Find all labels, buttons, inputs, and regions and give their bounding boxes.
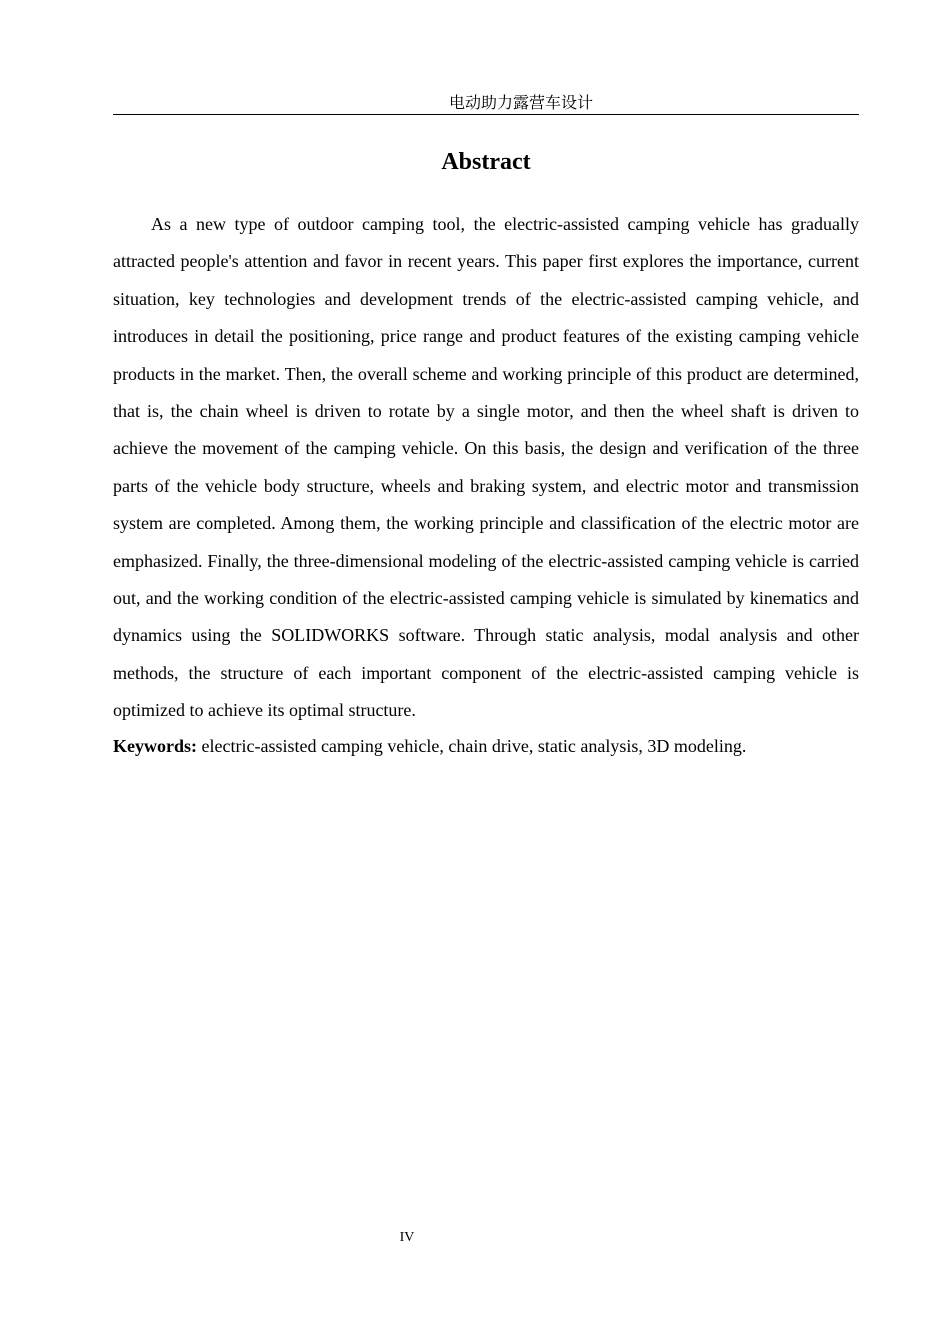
keywords-label: Keywords: bbox=[113, 736, 197, 756]
page-header bbox=[113, 90, 859, 115]
keywords-text: electric-assisted camping vehicle, chain drive, static analysis, 3D modeling. bbox=[197, 736, 747, 756]
header-title: 电动助力露营车设计 bbox=[448, 93, 593, 112]
keywords-line bbox=[113, 729, 859, 763]
section-title-text: Abstract bbox=[441, 149, 531, 175]
section-title bbox=[113, 144, 859, 180]
abstract-paragraph: As a new type of outdoor camping tool, the electric-assisted camping vehicle has gradually attracted people's attention and favor in recent years. This paper first explores the importance, current situation, key technologies and development trends of the electric-assisted camping vehicle, and introduces in detail the positioning, price range and product features of the existing camping vehicle products in the market. Then, the overall scheme and working principle of this product are determined, that is, the chain wheel is driven to rotate by a single motor, and then the wheel shaft is driven to achieve the movement of the camping vehicle. On this basis, the design and verification of the three parts of the vehicle body structure, wheels and braking system, and electric motor and transmission system are completed. Among them, the working principle and classification of the electric motor are emphasized. Finally, the three-dimensional modeling of the electric-assisted camping vehicle is carried out, and the working condition of the electric-assisted camping vehicle is simulated by kinematics and dynamics using the SOLIDWORKS software. Through static analysis, modal analysis and other methods, the structure of each important component of the electric-assisted camping vehicle is optimized to achieve its optimal structure. bbox=[113, 214, 859, 721]
page-number: IV bbox=[399, 1230, 415, 1245]
